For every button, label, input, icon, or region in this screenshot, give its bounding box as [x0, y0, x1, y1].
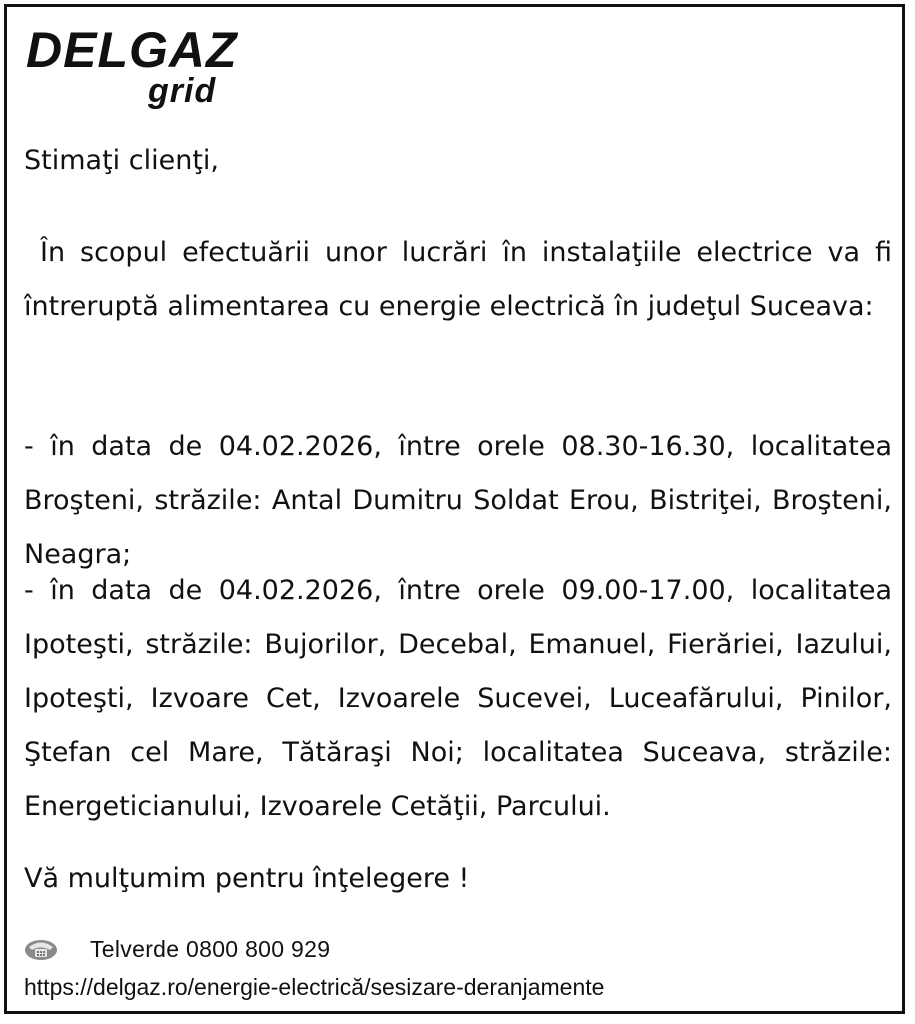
phone-icon	[24, 937, 58, 961]
contact-phone	[24, 934, 330, 964]
thanks-line: Vă mulţumim pentru înţelegere !	[24, 863, 470, 894]
outage-notice-1: - în data de 04.02.2026, între orele 08.30-16.30, localitatea Broşteni, străzile: Antal Dumitru Soldat Erou, Bistriţei, Broşteni, Neagra;	[24, 431, 892, 570]
outage-notice-2: - în data de 04.02.2026, între orele 09.00-17.00, localitatea Ipoteşti, străzile: Bujorilor, Decebal, Emanuel, Fierăriei, Iazului, Ipoteşti, Izvoare Cet, Izvoarele Sucevei, Luceafărului, Pinilor, Ştefan cel Mare, Tătăraşi Noi; localitatea Suceava, străzile: Energeticianului, Izvoarele Cetăţii, Parcului.	[24, 575, 892, 822]
intro-paragraph: În scopul efectuării unor lucrări în instalaţiile electrice va fi întreruptă alimentarea cu energie electrică în judeţul Suceava:	[24, 237, 892, 322]
report-link[interactable]: https://delgaz.ro/energie-electrică/sesizare-deranjamente	[24, 974, 605, 1000]
logo-main-text: DELGAZ	[26, 22, 238, 78]
delgaz-grid-logo	[26, 22, 246, 112]
logo-sub-text: grid	[148, 72, 217, 110]
phone-number: Telverde 0800 800 929	[90, 935, 331, 962]
greeting: Stimaţi clienţi,	[24, 145, 219, 176]
